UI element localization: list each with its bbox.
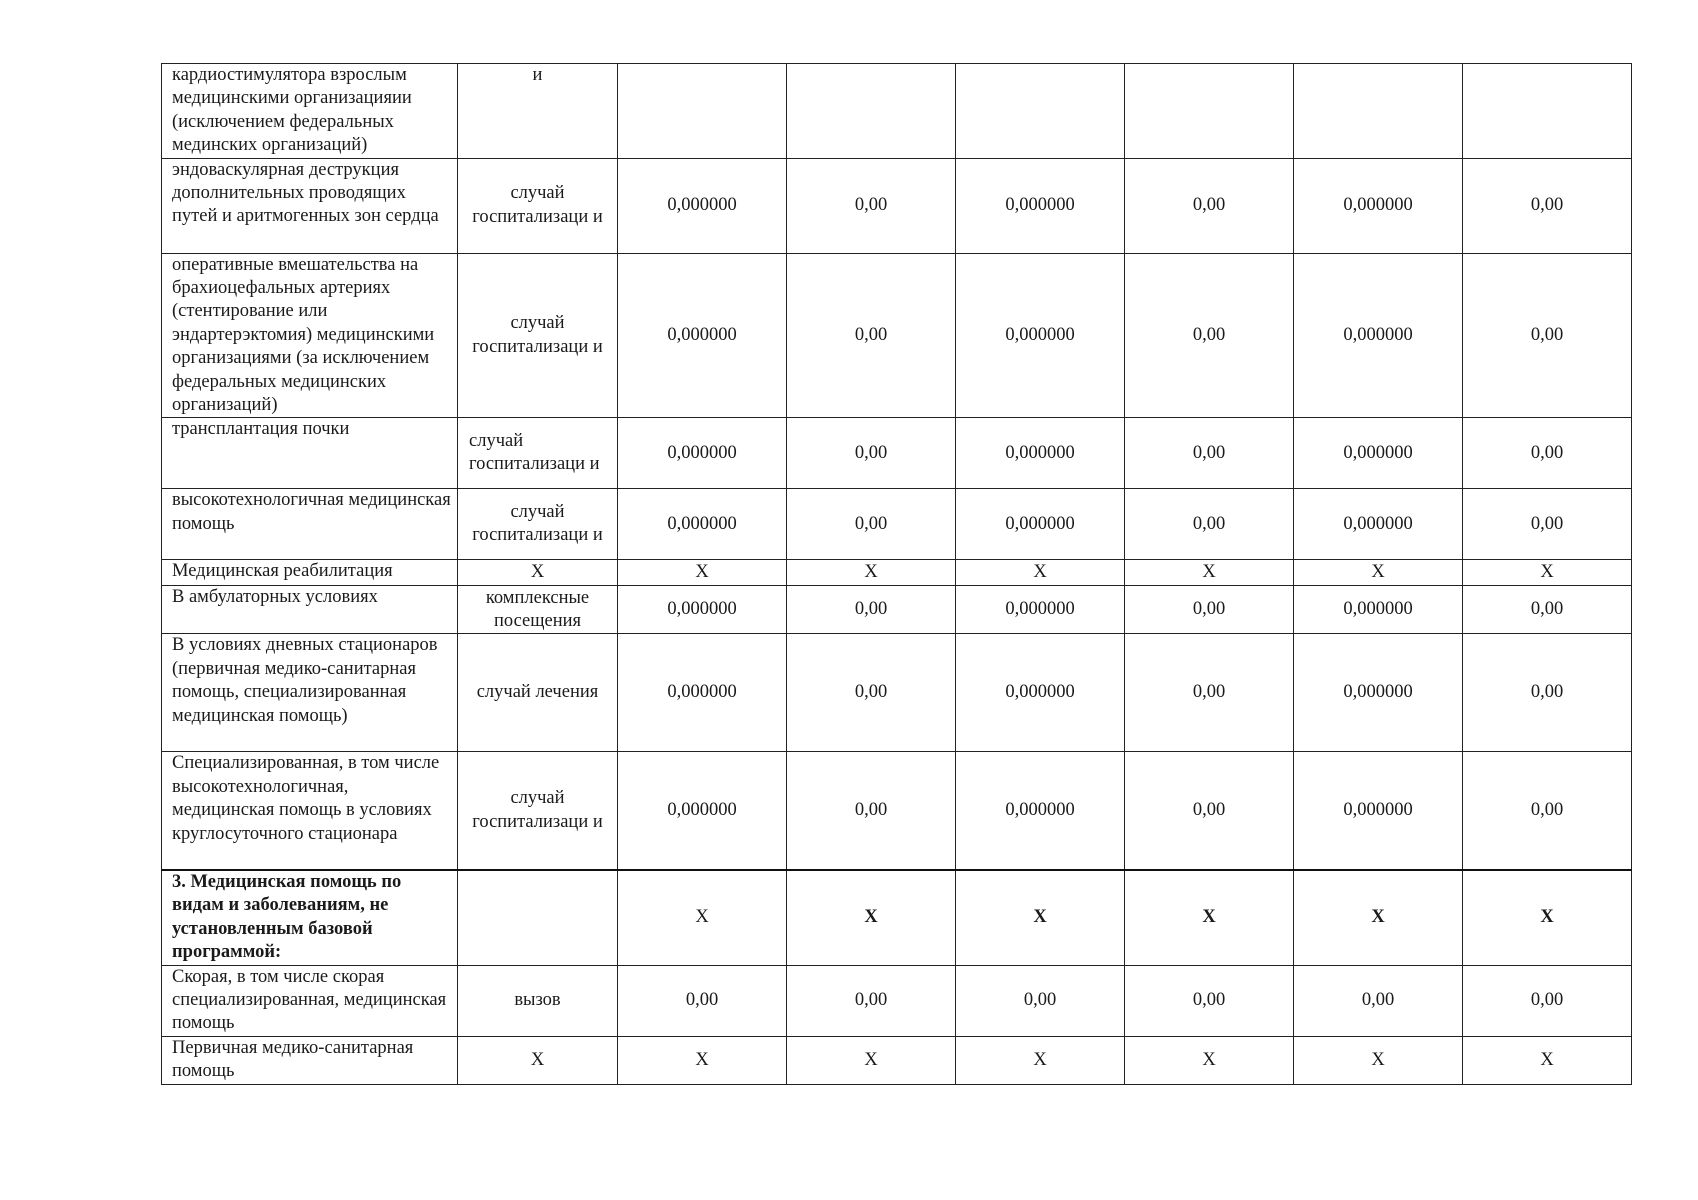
row-value: 0,00 xyxy=(787,489,956,560)
row-value: 0,000000 xyxy=(1294,752,1463,870)
row-unit: случай госпитализаци и xyxy=(458,158,618,253)
row-value: Х xyxy=(956,1036,1125,1084)
row-value: 0,000000 xyxy=(956,634,1125,752)
row-unit: случай госпитализаци и xyxy=(458,253,618,418)
row-value: 0,000000 xyxy=(618,418,787,489)
row-value: 0,00 xyxy=(1125,752,1294,870)
table-row xyxy=(162,489,1632,560)
row-value: Х xyxy=(1294,1036,1463,1084)
row-value xyxy=(1463,64,1632,159)
row-value xyxy=(618,64,787,159)
row-value: 0,000000 xyxy=(618,634,787,752)
row-unit: случай госпитализаци и xyxy=(458,752,618,870)
row-name: В условиях дневных стационаров (первичная медико-санитарная помощь, специализированная медицинская помощь) xyxy=(162,634,458,752)
row-value: 0,00 xyxy=(1125,253,1294,418)
row-unit: вызов xyxy=(458,965,618,1036)
row-value: 0,000000 xyxy=(956,253,1125,418)
row-value xyxy=(956,64,1125,159)
row-name: Первичная медико-санитарная помощь xyxy=(162,1036,458,1084)
row-name: Медицинская реабилитация xyxy=(162,560,458,586)
table-row xyxy=(162,586,1632,634)
row-value: 0,00 xyxy=(787,418,956,489)
row-unit: Х xyxy=(458,560,618,586)
row-value: 0,00 xyxy=(787,634,956,752)
row-value: 0,000000 xyxy=(618,752,787,870)
row-unit: комплексные посещения xyxy=(458,586,618,634)
row-value: 0,00 xyxy=(618,965,787,1036)
row-value: 0,00 xyxy=(1125,634,1294,752)
table-row xyxy=(162,752,1632,870)
row-value: 0,000000 xyxy=(956,489,1125,560)
row-unit: случай лечения xyxy=(458,634,618,752)
section-row xyxy=(162,870,1632,965)
table-row xyxy=(162,560,1632,586)
row-value: 0,00 xyxy=(1125,489,1294,560)
row-value: 0,000000 xyxy=(618,489,787,560)
row-value: Х xyxy=(618,560,787,586)
row-value: Х xyxy=(1125,560,1294,586)
row-value: 0,000000 xyxy=(956,158,1125,253)
indicators-table xyxy=(161,63,1632,1085)
table-row xyxy=(162,158,1632,253)
row-value: 0,000000 xyxy=(956,586,1125,634)
row-name: В амбулаторных условиях xyxy=(162,586,458,634)
row-name: оперативные вмешательства на брахиоцефальных артериях (стентирование или эндартерэктомия) медицинскими организациями (за исключением федеральных медицинских организаций) xyxy=(162,253,458,418)
table-row xyxy=(162,418,1632,489)
row-name: трансплантация почки xyxy=(162,418,458,489)
row-value: Х xyxy=(618,870,787,965)
row-value: Х xyxy=(1125,1036,1294,1084)
row-value: 0,00 xyxy=(1463,965,1632,1036)
row-value: 0,00 xyxy=(1463,586,1632,634)
row-value: 0,00 xyxy=(787,158,956,253)
row-value: 0,00 xyxy=(1125,965,1294,1036)
row-name: Специализированная, в том числе высокотехнологичная, медицинская помощь в условиях круглосуточного стационара xyxy=(162,752,458,870)
table-row xyxy=(162,965,1632,1036)
row-name: эндоваскулярная деструкция дополнительных проводящих путей и аритмогенных зон сердца xyxy=(162,158,458,253)
row-unit: и xyxy=(458,64,618,159)
row-unit: случай госпитализаци и xyxy=(458,489,618,560)
row-value: Х xyxy=(787,1036,956,1084)
row-value: 0,00 xyxy=(1125,586,1294,634)
row-value: 0,00 xyxy=(1125,418,1294,489)
row-value: Х xyxy=(1463,560,1632,586)
row-value xyxy=(1294,64,1463,159)
row-value: Х xyxy=(1294,870,1463,965)
row-value: 0,000000 xyxy=(1294,158,1463,253)
row-value: 0,00 xyxy=(1463,158,1632,253)
row-value: 0,00 xyxy=(1294,965,1463,1036)
row-value: Х xyxy=(956,870,1125,965)
row-value: 0,00 xyxy=(1463,418,1632,489)
row-name: высокотехнологичная медицинская помощь xyxy=(162,489,458,560)
row-value: 0,00 xyxy=(1463,253,1632,418)
row-value: 0,000000 xyxy=(1294,489,1463,560)
row-value: Х xyxy=(1463,870,1632,965)
table-row xyxy=(162,64,1632,159)
row-value: 0,00 xyxy=(1463,489,1632,560)
row-value: 0,00 xyxy=(1463,752,1632,870)
table-row xyxy=(162,253,1632,418)
row-value: 0,000000 xyxy=(956,418,1125,489)
row-value: Х xyxy=(1463,1036,1632,1084)
table-row xyxy=(162,634,1632,752)
row-value: 0,00 xyxy=(787,752,956,870)
row-value: 0,000000 xyxy=(618,586,787,634)
row-value: Х xyxy=(618,1036,787,1084)
row-unit: случай госпитализаци и xyxy=(458,418,618,489)
row-value: 0,000000 xyxy=(618,158,787,253)
row-value: 0,000000 xyxy=(1294,253,1463,418)
row-name: Скорая, в том числе скорая специализированная, медицинская помощь xyxy=(162,965,458,1036)
row-value xyxy=(787,64,956,159)
row-value: 0,000000 xyxy=(1294,634,1463,752)
row-value: 0,000000 xyxy=(618,253,787,418)
row-value: 0,000000 xyxy=(1294,586,1463,634)
row-value: Х xyxy=(1294,560,1463,586)
row-value: 0,00 xyxy=(787,965,956,1036)
row-name: кардиостимулятора взрослым медицинскими организацияии (исключением федеральных мединских организаций) xyxy=(162,64,458,159)
row-value: Х xyxy=(1125,870,1294,965)
row-value: 0,00 xyxy=(787,586,956,634)
row-value: 0,000000 xyxy=(1294,418,1463,489)
row-value: 0,00 xyxy=(1125,158,1294,253)
row-unit: Х xyxy=(458,1036,618,1084)
row-value xyxy=(1125,64,1294,159)
row-value: Х xyxy=(956,560,1125,586)
row-unit xyxy=(458,870,618,965)
row-value: Х xyxy=(787,870,956,965)
section-title: 3. Медицинская помощь по видам и заболеваниям, не установленным базовой программой: xyxy=(162,870,458,965)
row-value: 0,00 xyxy=(956,965,1125,1036)
row-value: 0,00 xyxy=(787,253,956,418)
row-value: 0,00 xyxy=(1463,634,1632,752)
table-row xyxy=(162,1036,1632,1084)
row-value: Х xyxy=(787,560,956,586)
row-value: 0,000000 xyxy=(956,752,1125,870)
